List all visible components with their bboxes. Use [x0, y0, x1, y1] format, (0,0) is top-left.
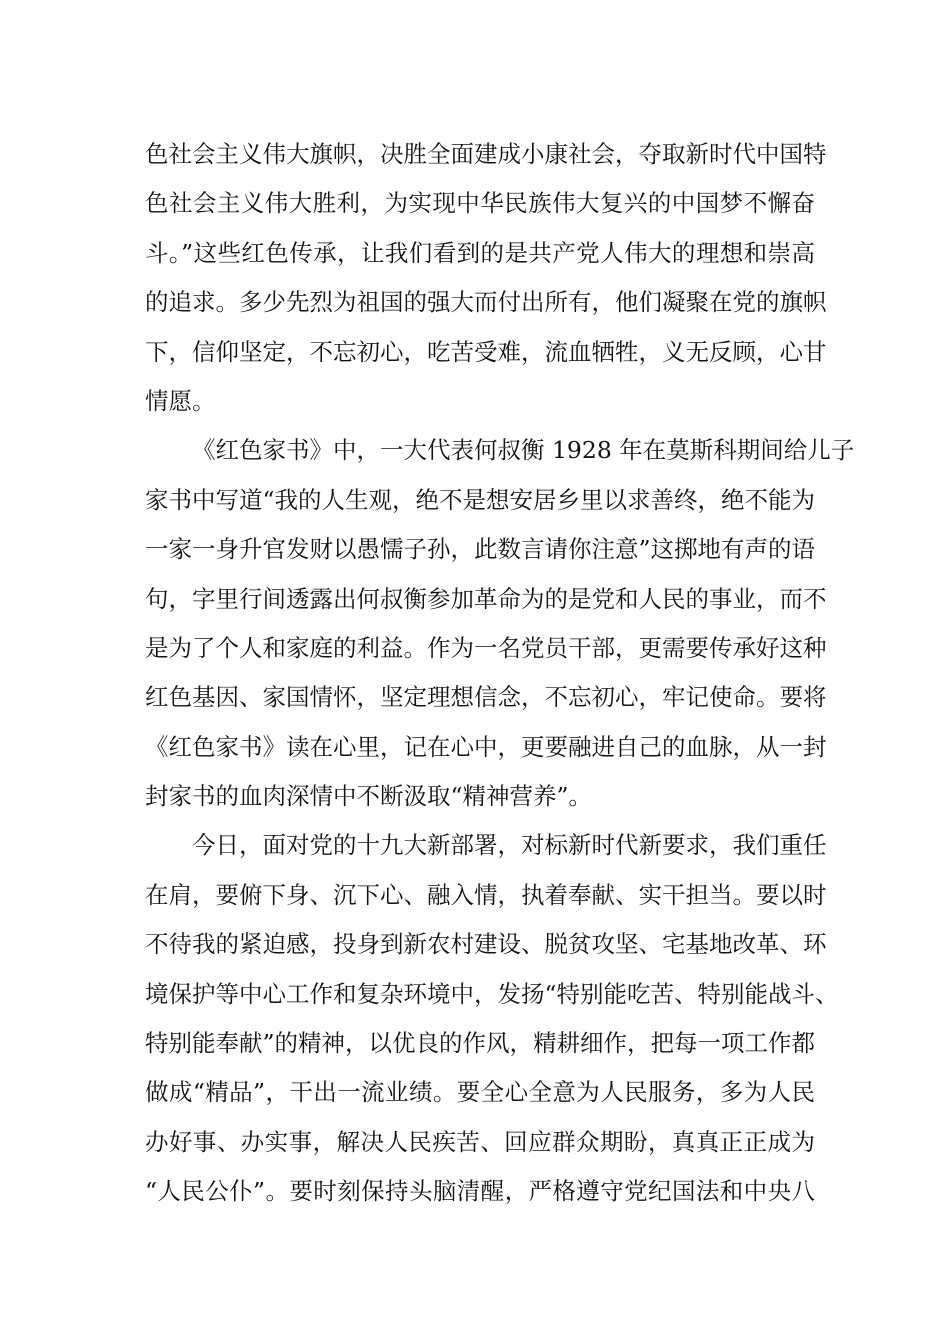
- text-line: 封家书的血肉深情中不断汲取“精神营养”。: [145, 782, 593, 811]
- text-line: 境保护等中心工作和复杂环境中，发扬“特别能吃苦、特别能战斗、: [145, 979, 839, 1008]
- text-line: 句，字里行间透露出何叔衡参加革命为的是党和人民的事业，而不: [145, 584, 827, 613]
- text-line: 《红色家书》中，一大代表何叔衡 1928 年在莫斯科期间给儿子: [192, 436, 855, 465]
- text-line: 下，信仰坚定，不忘初心，吃苦受难，流血牺牲，义无反顾，心甘: [145, 337, 827, 366]
- text-line: 斗。”这些红色传承，让我们看到的是共产党人伟大的理想和崇高: [145, 238, 815, 267]
- text-line: 《红色家书》读在心里，记在心中，更要融进自己的血脉，从一封: [145, 732, 827, 761]
- body-text: [145, 130, 855, 1217]
- text-line: 做成“精品”，干出一流业绩。要全心全意为人民服务，多为人民: [145, 1078, 815, 1107]
- text-line: 是为了个人和家庭的利益。作为一名党员干部，更需要传承好这种: [145, 633, 827, 662]
- text-line: 一家一身升官发财以愚懦子孙，此数言请你注意”这掷地有声的语: [145, 535, 816, 564]
- text-line: 在肩，要俯下身、沉下心、融入情，执着奉献、实干担当。要以时: [145, 880, 827, 909]
- text-line: 色社会主义伟大胜利，为实现中华民族伟大复兴的中国梦不懈奋: [145, 189, 815, 218]
- text-line: 红色基因、家国情怀，坚定理想信念，不忘初心，牢记使命。要将: [145, 683, 827, 712]
- text-line: 不待我的紧迫感，投身到新农村建设、脱贫攻坚、宅基地改革、环: [145, 930, 827, 959]
- text-line: 特别能奉献”的精神，以优良的作风，精耕细作，把每一项工作都: [145, 1029, 816, 1058]
- text-line: 色社会主义伟大旗帜，决胜全面建成小康社会，夺取新时代中国特: [145, 140, 827, 168]
- text-line: 家书中写道“我的人生观，绝不是想安居乡里以求善终，绝不能为: [145, 485, 816, 514]
- text-line: 今日，面对党的十九大新部署，对标新时代新要求，我们重任: [192, 831, 827, 860]
- text-line: 的追求。多少先烈为祖国的强大而付出所有，他们凝聚在党的旗帜: [145, 288, 827, 317]
- text-line: 办好事、办实事，解决人民疾苦、回应群众期盼，真真正正成为: [145, 1127, 815, 1156]
- text-line: 情愿。: [145, 386, 216, 415]
- text-line: “人民公仆”。要时刻保持头脑清醒，严格遵守党纪国法和中央八: [145, 1177, 815, 1206]
